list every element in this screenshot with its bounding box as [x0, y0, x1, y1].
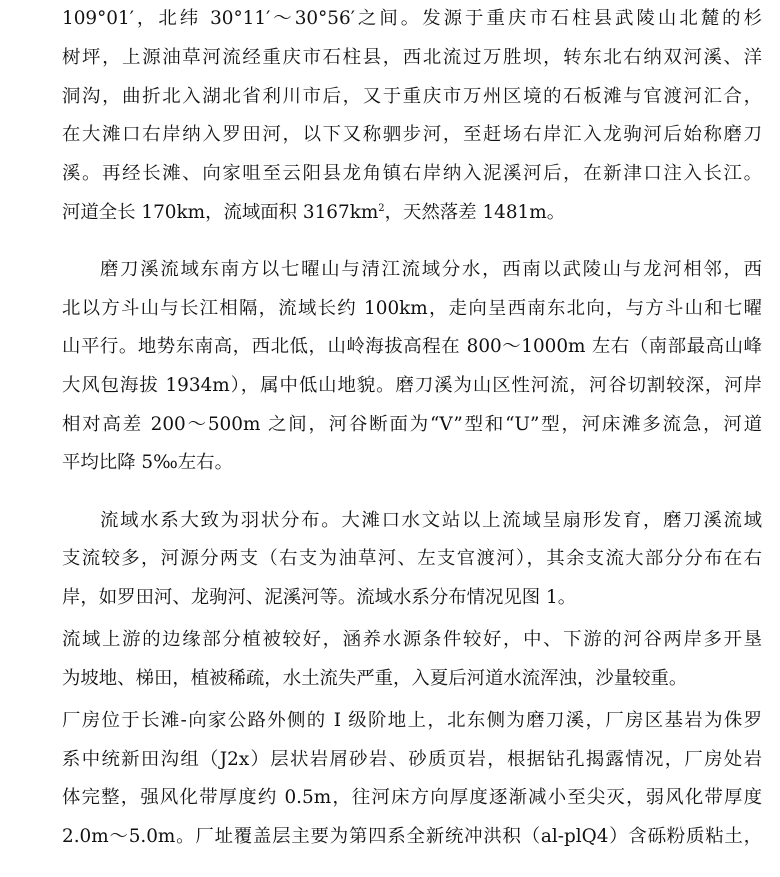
text-line: 北以方斗山与长江相隔，流域长约 100km，走向呈西南东北向，与方斗山和七曜	[62, 298, 762, 319]
text-line	[62, 196, 762, 230]
text-line: 山平行。地势东南高，西北低，山岭海拔高程在 800～1000m 左右（南部最高山峰	[62, 336, 762, 357]
text-line: 流域水系大致为羽状分布。大滩口水文站以上流域呈扇形发育，磨刀溪流域	[100, 510, 762, 531]
text-line: 109°01′，北纬 30°11′～30°56′之间。发源于重庆市石柱县武陵山北麓的杉	[62, 8, 762, 29]
text-fragment: 河道全长 170km，流域面积 3167km	[62, 202, 379, 223]
text-line: 树坪，上源油草河流经重庆市石柱县，西北流过万胜坝，转东北右纳双河溪、洋	[62, 47, 762, 68]
text-line: 大风包海拔 1934m），属中低山地貌。磨刀溪为山区性河流，河谷切割较深，河岸	[62, 375, 762, 396]
text-line: 为坡地、梯田，植被稀疏，水土流失严重，入夏后河道水流浑浊，沙量较重。	[62, 668, 688, 689]
text-line: 岸，如罗田河、龙驹河、泥溪河等。流域水系分布情况见图 1。	[62, 587, 577, 608]
superscript: 2	[378, 203, 385, 214]
text-line: 厂房位于长滩-向家公路外侧的 I 级阶地上，北东侧为磨刀溪，厂房区基岩为侏罗	[62, 710, 762, 731]
text-line: 平均比降 5‰左右。	[62, 452, 233, 473]
text-line: 溪。再经长滩、向家咀至云阳县龙角镇右岸纳入泥溪河后，在新津口注入长江。	[62, 163, 762, 184]
text-line: 系中统新田沟组（J2x）层状岩屑砂岩、砂质页岩，根据钻孔揭露情况，厂房处岩	[62, 749, 762, 770]
text-line: 2.0m～5.0m。厂址覆盖层主要为第四系全新统冲洪积（al-plQ4）含砾粉质粘土，	[62, 826, 762, 847]
text-line: 相对高差 200～500m 之间，河谷断面为“V”型和“U”型，河床滩多流急，河道	[62, 414, 762, 435]
text-line: 流域上游的边缘部分植被较好，涵养水源条件较好，中、下游的河谷两岸多开垦	[62, 629, 762, 650]
text-line: 支流较多，河源分两支（右支为油草河、左支官渡河），其余支流大部分分布在右	[62, 548, 762, 569]
text-line: 磨刀溪流域东南方以七曜山与清江流域分水，西南以武陵山与龙河相邻，西	[100, 259, 762, 280]
text-line: 在大滩口右岸纳入罗田河，以下又称驷步河，至赶场右岸汇入龙驹河后始称磨刀	[62, 124, 762, 145]
text-fragment: ，天然落差 1481m。	[384, 202, 566, 223]
text-line: 体完整，强风化带厚度约 0.5m，往河床方向厚度逐渐减小至尖灭，弱风化带厚度	[62, 787, 762, 808]
text-line: 洞沟，曲折北入湖北省利川市后，又于重庆市万州区境的石板滩与官渡河汇合，	[62, 86, 762, 107]
